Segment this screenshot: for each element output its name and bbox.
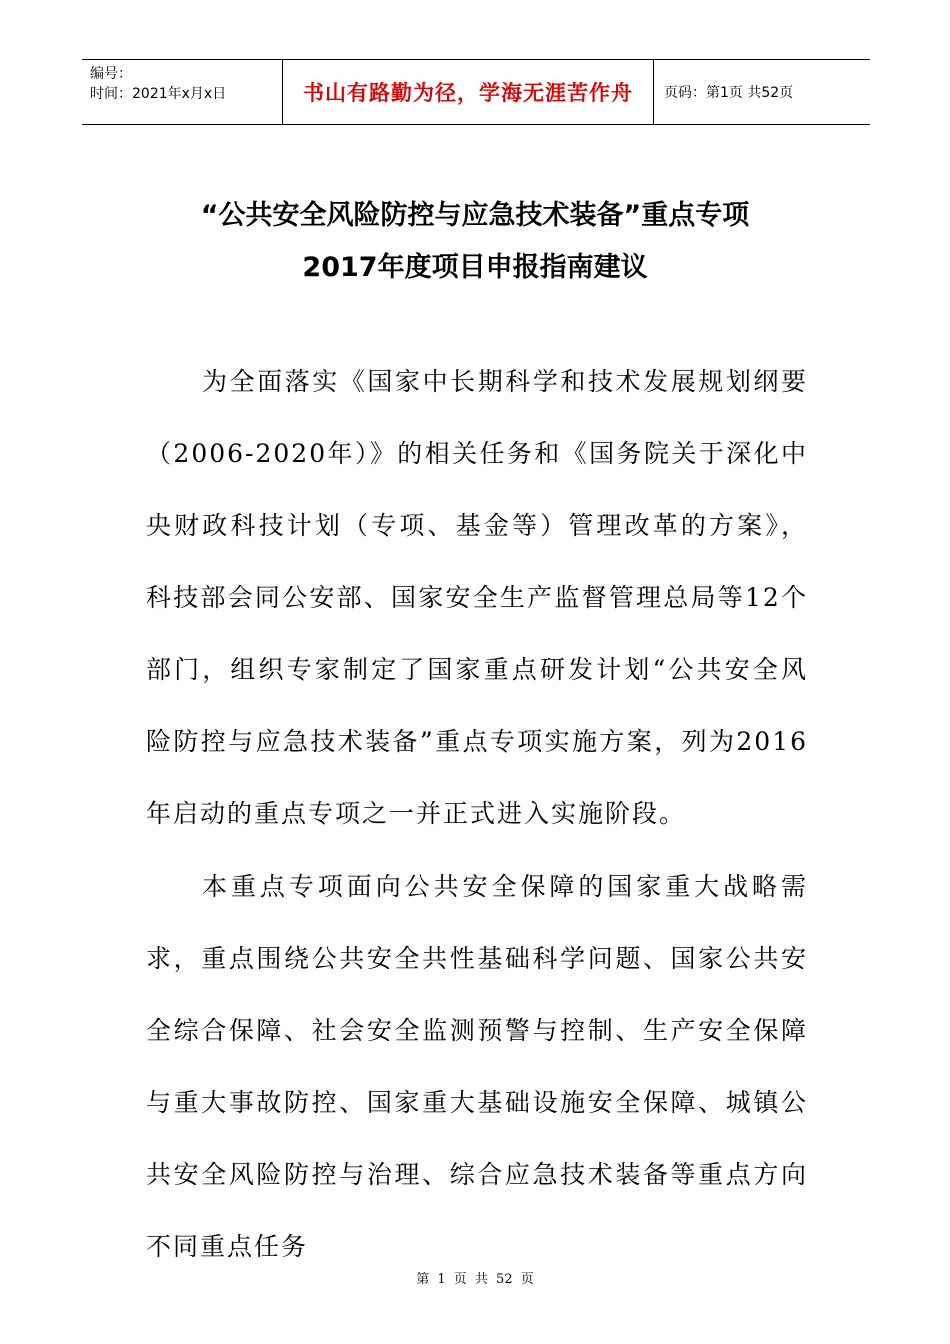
body-paragraph: 本重点专项面向公共安全保障的国家重大战略需求，重点围绕公共安全共性基础科学问题、国家公共安全综合保障、社会安全监测预警与控制、生产安全保障与重大事故防控、国家重大基础设施安全保障、城镇公共安全风险防控与治理、综合应急技术装备等重点方向不同重点任务 (146, 872, 808, 1261)
header-page-info (654, 60, 870, 124)
page-info-text: 页码：第1页 共52页 (664, 85, 794, 101)
time-label: 时间：2021年x月x日 (90, 86, 227, 102)
body-paragraph: 为全面落实《国家中长期科学和技术发展规划纲要（2006-2020年）》的相关任务和《国务院关于深化中央财政科技计划（专项、基金等）管理改革的方案》，科技部会同公安部、国家安全生产监督管理总局等12个部门，组织专家制定了国家重点研发计划“公共安全风险防控与应急技术装备”重点专项实施方案，列为2016年启动的重点专项之一并正式进入实施阶段。 (146, 367, 808, 828)
document-title-line1: “公共安全风险防控与应急技术装备”重点专项 (200, 200, 750, 231)
number-label: 编号： (90, 66, 132, 82)
motto-text: 书山有路勤为径，学海无涯苦作舟 (303, 81, 633, 105)
page-footer: 第 1 页 共 52 页 (416, 1272, 534, 1287)
header-meta (82, 60, 282, 124)
document-title-line2: 2017年度项目申报指南建议 (302, 252, 648, 283)
document-header (82, 59, 870, 125)
header-motto-cell (282, 60, 654, 124)
